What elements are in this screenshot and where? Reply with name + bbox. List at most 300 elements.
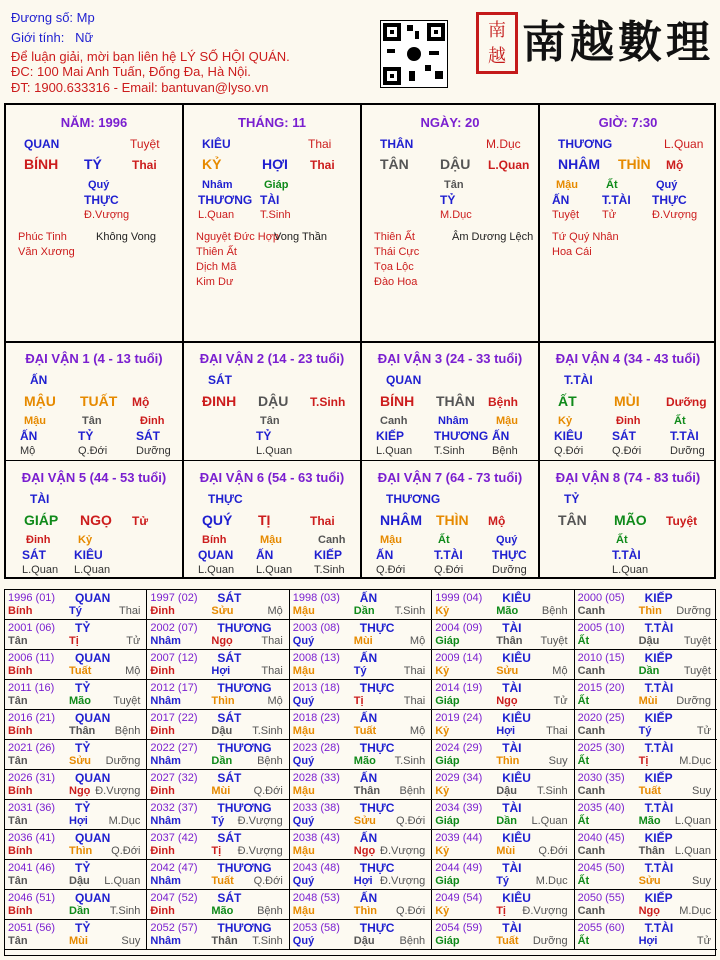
hidden-stem: Mậu [24, 415, 46, 427]
year-branch: Dần [211, 755, 233, 767]
shen-sha-star: Đào Hoa [374, 276, 418, 288]
hidden-star: T.TÀI [434, 548, 463, 562]
year-branch: Tý [496, 875, 510, 887]
year-state: Bệnh [114, 725, 141, 737]
year-cell[interactable] [575, 680, 717, 710]
year-cell[interactable] [432, 650, 574, 680]
year-stem: Đinh [150, 725, 175, 737]
year-branch: Hợi [69, 815, 88, 827]
year-cell[interactable] [432, 710, 574, 740]
year-branch: Thân [69, 725, 96, 737]
year-star: THƯƠNG [217, 621, 272, 635]
year-state: Thai [118, 605, 141, 617]
dai-van-cell[interactable] [6, 462, 182, 578]
year-cell[interactable] [5, 920, 147, 950]
year-state: T.Sinh [252, 725, 283, 737]
year-star: TÀI [502, 861, 522, 875]
year-state: Thai [403, 695, 426, 707]
pillar-star: THÂN [380, 137, 414, 151]
dai-van-star: SÁT [208, 373, 232, 387]
shen-sha-star: Vong Thần [274, 231, 328, 243]
year-stem: Kỷ [435, 905, 450, 917]
year-cell[interactable] [290, 680, 432, 710]
pillar-right-state: M.Dục [486, 137, 521, 151]
year-state: Bệnh [257, 755, 283, 767]
hidden-stem: Mậu [556, 179, 578, 191]
year-stem: Đinh [150, 665, 175, 677]
year-state: L.Quan [674, 815, 711, 827]
hidden-sub: Q.Đới [434, 564, 464, 576]
hidden-star: THƯƠNG [198, 193, 253, 207]
year-branch: Mùi [638, 695, 658, 707]
year-stem: Bính [8, 845, 33, 857]
year-cell[interactable] [147, 800, 289, 830]
year-label: 2021 (26) [8, 742, 56, 754]
year-branch: Dậu [353, 935, 375, 947]
year-branch: Ngọ [211, 635, 233, 647]
year-cell[interactable] [290, 710, 432, 740]
year-label: 2009 (14) [435, 652, 483, 664]
year-cell[interactable] [575, 770, 717, 800]
dai-van-title: ĐẠI VẬN 8 (74 - 83 tuổi) [555, 470, 701, 485]
year-branch: Sửu [211, 605, 234, 617]
year-cell[interactable] [290, 740, 432, 770]
year-star: TỶ [75, 681, 91, 695]
year-star: T.TÀI [644, 681, 674, 695]
year-state: M.Dục [679, 905, 711, 917]
year-cell[interactable] [5, 590, 147, 620]
year-cell[interactable] [290, 920, 432, 950]
hidden-stem: Đinh [616, 415, 641, 427]
year-star: THỰC [359, 801, 395, 815]
year-branch: Mão [211, 905, 234, 917]
year-star: THỰC [359, 621, 395, 635]
dai-van-cell[interactable] [540, 343, 716, 459]
year-state: Tuyệt [683, 665, 711, 677]
pillar-column[interactable] [362, 105, 538, 339]
year-cell[interactable] [432, 770, 574, 800]
hidden-sub: Q.Đới [612, 445, 642, 457]
hidden-star: T.TÀI [670, 429, 699, 443]
year-branch: Ngọ [69, 785, 91, 797]
year-label: 2039 (44) [435, 832, 483, 844]
hidden-sub: L.Quan [74, 564, 111, 576]
year-stem: Ất [577, 935, 590, 947]
year-star: TỶ [75, 861, 91, 875]
shen-sha-star: Thái Cực [374, 246, 420, 258]
year-star: ẤN [359, 891, 378, 905]
dai-van-state: Mộ [132, 395, 150, 409]
year-star: KIẾP [644, 771, 673, 785]
hidden-star: T.TÀI [602, 193, 631, 207]
year-star: TÀI [502, 741, 522, 755]
dai-van-cell[interactable] [184, 462, 360, 578]
shen-sha-star: Dịch Mã [196, 261, 237, 273]
year-label: 2051 (56) [8, 922, 56, 934]
year-label: 2031 (36) [8, 802, 56, 814]
hidden-stem: Ất [438, 534, 450, 546]
hidden-sub: L.Quan [198, 209, 235, 221]
year-state: Q.Đới [253, 875, 283, 887]
year-branch: Mão [638, 815, 661, 827]
year-label: 2029 (34) [435, 772, 483, 784]
hidden-star: TỶ [256, 429, 272, 443]
year-label: 2013 (18) [292, 682, 340, 694]
year-branch: Dần [496, 815, 517, 827]
year-state: Bệnh [399, 935, 426, 947]
year-branch: Tuất [496, 935, 519, 947]
dai-van-star: ẤN [30, 373, 48, 387]
year-cell[interactable] [575, 830, 717, 860]
hidden-sub: T.Sinh [434, 445, 465, 457]
year-star: SÁT [217, 591, 242, 605]
year-label: 2027 (32) [150, 772, 198, 784]
year-star: THỰC [359, 681, 395, 695]
year-branch: Tuất [211, 875, 234, 887]
hidden-sub: T.Sinh [260, 209, 291, 221]
year-stem: Nhâm [150, 695, 181, 707]
dai-van-stem: GIÁP [24, 512, 59, 528]
shen-sha-star: Phúc Tinh [18, 231, 67, 243]
year-label: 2043 (48) [292, 862, 340, 874]
year-stem: Quý [292, 755, 315, 767]
year-state: Tuyệt [540, 635, 568, 647]
shen-sha-star: Không Vong [96, 231, 156, 243]
pillar-stem: TÂN [380, 156, 409, 172]
year-cell[interactable] [290, 800, 432, 830]
qr-code[interactable] [380, 20, 448, 88]
year-star: TÀI [502, 801, 522, 815]
year-cell[interactable] [147, 710, 289, 740]
hidden-sub: Đ.Vượng [652, 209, 698, 221]
row-divider [6, 460, 714, 461]
year-cell[interactable] [575, 860, 717, 890]
year-cell[interactable] [5, 800, 147, 830]
hidden-stem: Mậu [260, 534, 282, 546]
dai-van-star: THỰC [208, 492, 243, 506]
hidden-star: KIẾP [314, 548, 343, 562]
year-cell[interactable] [147, 680, 289, 710]
year-cell[interactable] [432, 590, 574, 620]
hidden-stem: Ất [616, 534, 628, 546]
year-branch: Mùi [353, 635, 373, 647]
year-branch: Mão [496, 605, 519, 617]
year-star: THỰC [359, 861, 395, 875]
year-stem: Giáp [435, 695, 460, 707]
year-cell[interactable] [5, 680, 147, 710]
year-label: 2054 (59) [435, 922, 483, 934]
pillar-state: Mộ [666, 158, 684, 172]
year-state: Thai [546, 725, 568, 737]
year-cell[interactable] [147, 650, 289, 680]
logo-seal: 南 越 [476, 12, 518, 74]
year-branch: Tuất [69, 665, 92, 677]
year-stem: Bính [8, 785, 33, 797]
year-cell[interactable] [5, 770, 147, 800]
year-state: Đ.Vượng [95, 785, 141, 797]
year-star: KIÊU [502, 591, 531, 605]
year-stem: Ất [577, 815, 590, 827]
pillar-state: Thai [310, 158, 335, 172]
year-stem: Quý [292, 815, 315, 827]
hidden-star: ẤN [552, 193, 570, 207]
pillar-right-state: L.Quan [664, 137, 704, 151]
year-cell[interactable] [290, 860, 432, 890]
dai-van-state: Tuyệt [666, 514, 698, 528]
year-label: 2003 (08) [292, 622, 340, 634]
year-stem: Nhâm [150, 635, 181, 647]
gender-line [11, 30, 93, 45]
year-cell[interactable] [290, 620, 432, 650]
year-label: 2050 (55) [577, 892, 625, 904]
year-cell[interactable] [432, 890, 574, 920]
dai-van-cell[interactable] [362, 343, 538, 459]
hidden-star: TỶ [440, 193, 456, 207]
year-stem: Nhâm [150, 815, 181, 827]
dai-van-star: QUAN [386, 373, 422, 387]
year-state: Tử [696, 935, 711, 947]
phone-email-line: ĐT: 1900.633316 - Email: bantuvan@lyso.vn [11, 80, 269, 95]
year-label: 2025 (30) [577, 742, 625, 754]
year-cell[interactable] [432, 800, 574, 830]
year-stem: Tân [8, 635, 28, 647]
year-label: 2001 (06) [8, 622, 56, 634]
year-cell[interactable] [147, 860, 289, 890]
year-star: SÁT [217, 891, 242, 905]
year-state: M.Dục [679, 755, 711, 767]
year-cell[interactable] [575, 620, 717, 650]
year-branch: Ngọ [638, 905, 660, 917]
year-star: TỶ [75, 621, 91, 635]
year-star: KIẾP [644, 891, 673, 905]
year-cell[interactable] [575, 710, 717, 740]
year-cell[interactable] [147, 620, 289, 650]
hidden-sub: Q.Đới [554, 445, 584, 457]
year-stem: Kỷ [435, 785, 450, 797]
shen-sha-star: Tứ Quý Nhân [552, 231, 619, 243]
year-cell[interactable] [575, 800, 717, 830]
year-stem: Quý [292, 935, 315, 947]
year-cell[interactable] [290, 830, 432, 860]
year-stem: Bính [8, 665, 33, 677]
year-cell[interactable] [147, 920, 289, 950]
year-star: TÀI [502, 921, 522, 935]
year-stem: Canh [577, 905, 606, 917]
pillar-stem: KỶ [202, 156, 222, 172]
year-label: 2018 (23) [292, 712, 340, 724]
year-state: Tuyệt [113, 695, 141, 707]
year-cell[interactable] [432, 740, 574, 770]
year-cell[interactable] [432, 680, 574, 710]
year-branch: Hợi [211, 665, 231, 677]
year-cell[interactable] [290, 650, 432, 680]
hidden-sub: M.Dục [440, 209, 472, 221]
dai-van-title: ĐẠI VẬN 7 (64 - 73 tuổi) [377, 470, 523, 485]
year-cell[interactable] [5, 890, 147, 920]
year-stem: Nhâm [150, 875, 181, 887]
year-label: 2047 (52) [150, 892, 198, 904]
year-branch: Thân [353, 785, 381, 797]
pillar-column[interactable] [184, 105, 360, 339]
year-cell[interactable] [290, 770, 432, 800]
year-cell[interactable] [5, 710, 147, 740]
year-label: 1999 (04) [435, 592, 483, 604]
year-cell[interactable] [147, 770, 289, 800]
owner-value: Mp [76, 10, 95, 25]
year-stem: Giáp [435, 935, 460, 947]
hidden-stem: Đinh [140, 415, 165, 427]
year-branch: Tý [353, 665, 367, 677]
year-branch: Ngọ [353, 845, 376, 857]
year-star: KIÊU [502, 831, 531, 845]
hidden-stem: Quý [496, 534, 518, 546]
year-branch: Tị [496, 905, 506, 917]
dai-van-star: THƯƠNG [386, 492, 441, 506]
dai-van-branch: THÌN [436, 512, 469, 528]
year-cell[interactable] [5, 860, 147, 890]
year-star: ẤN [359, 771, 378, 785]
year-stem: Giáp [435, 755, 460, 767]
year-branch: Sửu [638, 875, 661, 887]
year-branch: Mùi [69, 935, 88, 947]
year-state: Bệnh [541, 605, 568, 617]
hidden-stem: Bính [202, 534, 227, 546]
pillar-column[interactable] [540, 105, 716, 339]
year-state: Mộ [552, 665, 568, 677]
year-cell[interactable] [147, 590, 289, 620]
year-star: T.TÀI [644, 621, 674, 635]
year-label: 2035 (40) [577, 802, 625, 814]
year-cell[interactable] [575, 920, 717, 950]
year-state: Q.Đới [111, 845, 141, 857]
year-state: L.Quan [104, 875, 141, 887]
hidden-sub: L.Quan [198, 564, 235, 576]
year-star: T.TÀI [644, 921, 674, 935]
hidden-star: THỰC [492, 548, 527, 562]
pillar-star: THƯƠNG [558, 137, 613, 151]
year-cell[interactable] [147, 890, 289, 920]
year-branch: Thân [496, 635, 523, 647]
shen-sha-star: Tọa Lộc [374, 261, 414, 273]
year-label: 2052 (57) [150, 922, 198, 934]
year-stem: Đinh [150, 905, 175, 917]
year-label: 2053 (58) [292, 922, 340, 934]
shen-sha-star: Thiên Ất [374, 231, 415, 243]
dai-van-state: Dưỡng [666, 395, 707, 409]
year-cell[interactable] [575, 740, 717, 770]
year-cell[interactable] [5, 620, 147, 650]
year-label: 2032 (37) [150, 802, 198, 814]
year-cell[interactable] [147, 830, 289, 860]
year-state: Tử [126, 635, 141, 647]
dai-van-cell[interactable] [540, 462, 716, 578]
year-stem: Mậu [292, 725, 315, 737]
hidden-stem: Tân [260, 415, 280, 427]
hidden-stem: Canh [380, 415, 408, 427]
year-state: Dưỡng [532, 935, 568, 947]
year-cell[interactable] [290, 890, 432, 920]
year-star: SÁT [217, 651, 242, 665]
year-cell[interactable] [432, 830, 574, 860]
year-branch: Dần [353, 605, 375, 617]
year-label: 2034 (39) [435, 802, 483, 814]
year-cell[interactable] [432, 860, 574, 890]
year-cell[interactable] [432, 620, 574, 650]
year-state: Bệnh [257, 905, 283, 917]
year-stem: Mậu [292, 845, 315, 857]
shen-sha-star: Hoa Cái [552, 246, 592, 258]
year-label: 2002 (07) [150, 622, 198, 634]
year-star: TÀI [502, 621, 522, 635]
year-branch: Sửu [353, 815, 376, 827]
year-cell[interactable] [432, 920, 574, 950]
dai-van-branch: MÙI [614, 393, 640, 409]
dai-van-state: T.Sinh [310, 395, 346, 409]
year-star: KIÊU [502, 771, 531, 785]
year-cell[interactable] [147, 740, 289, 770]
pillar-column[interactable] [6, 105, 182, 339]
year-stem: Tân [8, 815, 28, 827]
hidden-stem: Mậu [496, 415, 518, 427]
year-state: M.Dục [535, 875, 568, 887]
dai-van-stem: MẬU [24, 393, 56, 409]
year-star: THƯƠNG [217, 801, 272, 815]
hidden-sub: L.Quan [22, 564, 59, 576]
hidden-stem: Mậu [380, 534, 402, 546]
pillar-branch: TÝ [84, 156, 102, 172]
year-star: QUAN [75, 771, 111, 785]
year-branch: Tý [69, 605, 82, 617]
year-stem: Canh [577, 605, 606, 617]
dai-van-state: Mộ [488, 514, 506, 528]
year-cell[interactable] [290, 590, 432, 620]
hidden-sub: Tuyệt [552, 209, 580, 221]
year-label: 2033 (38) [292, 802, 340, 814]
year-state: Q.Đới [395, 905, 426, 917]
dai-van-cell[interactable] [6, 343, 182, 459]
dai-van-title: ĐẠI VẬN 1 (4 - 13 tuổi) [25, 351, 163, 366]
year-stem: Nhâm [150, 755, 181, 767]
year-state: Đ.Vượng [380, 875, 426, 887]
year-star: THƯƠNG [217, 921, 272, 935]
year-cell[interactable] [575, 590, 717, 620]
year-star: KIÊU [502, 651, 531, 665]
year-stem: Đinh [150, 785, 175, 797]
year-cell[interactable] [575, 890, 717, 920]
year-cell[interactable] [5, 740, 147, 770]
year-cell[interactable] [5, 650, 147, 680]
year-state: Q.Đới [395, 815, 426, 827]
year-stem: Bính [8, 725, 33, 737]
hidden-sub: Mộ [20, 445, 36, 457]
pillar-right-state: Thai [308, 137, 332, 151]
year-label: 2042 (47) [150, 862, 198, 874]
year-cell[interactable] [575, 650, 717, 680]
year-star: SÁT [217, 831, 242, 845]
year-stem: Kỷ [435, 665, 450, 677]
year-branch: Sửu [69, 755, 92, 767]
year-cell[interactable] [5, 830, 147, 860]
year-stem: Tân [8, 755, 28, 767]
year-label: 1996 (01) [8, 592, 56, 604]
dai-van-branch: DẬU [258, 393, 289, 409]
year-stem: Tân [8, 875, 28, 887]
dai-van-cell[interactable] [184, 343, 360, 459]
hidden-star: TỶ [78, 429, 94, 443]
dai-van-title: ĐẠI VẬN 4 (34 - 43 tuổi) [555, 351, 701, 366]
dai-van-cell[interactable] [362, 462, 538, 578]
year-branch: Dần [69, 905, 90, 917]
